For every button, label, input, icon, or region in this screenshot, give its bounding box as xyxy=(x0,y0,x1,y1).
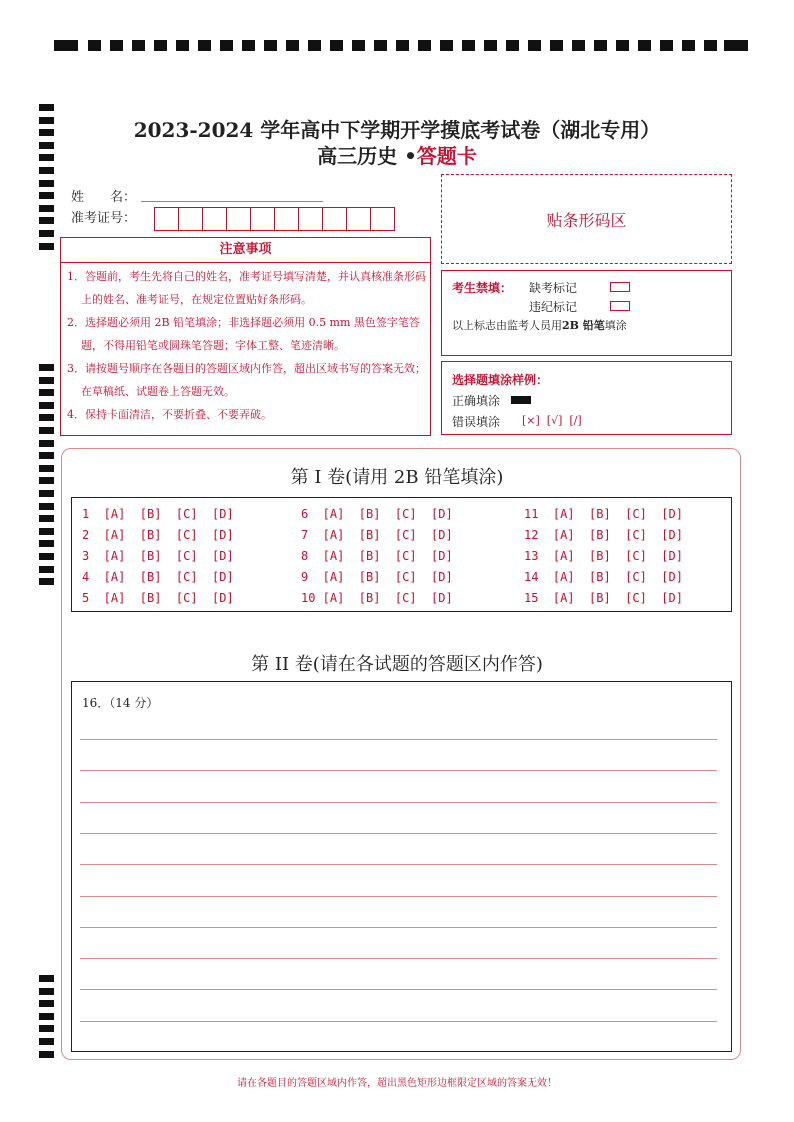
answer-line xyxy=(80,958,717,959)
timing-mark xyxy=(39,440,54,447)
timing-mark xyxy=(176,40,189,51)
section2-title: 第 II 卷(请在各试题的答题区内作答) xyxy=(251,654,543,675)
timing-mark xyxy=(110,40,123,51)
examiner-only-box xyxy=(441,270,732,356)
timing-mark xyxy=(154,40,167,51)
exam-number-digit-box[interactable] xyxy=(322,207,347,231)
notice-item: 4．保持卡面清洁，不要折叠、不要弄破。 xyxy=(67,408,272,421)
choice-item[interactable]: 14 [A] [B] [C] [D] xyxy=(524,570,683,584)
timing-mark xyxy=(39,1038,54,1045)
timing-mark xyxy=(550,40,563,51)
exam-number-digit-box[interactable] xyxy=(202,207,227,231)
barcode-label: 贴条形码区 xyxy=(546,210,627,230)
timing-mark xyxy=(39,553,54,560)
choice-item[interactable]: 8 [A] [B] [C] [D] xyxy=(301,549,453,563)
fill-sample-box xyxy=(441,361,732,435)
forbid-note-suffix: 填涂 xyxy=(604,319,627,332)
timing-mark xyxy=(88,40,101,51)
choice-item[interactable]: 12 [A] [B] [C] [D] xyxy=(524,528,683,542)
choice-item[interactable]: 15 [A] [B] [C] [D] xyxy=(524,591,683,605)
timing-mark xyxy=(484,40,497,51)
sample-title: 选择题填涂样例： xyxy=(452,373,549,387)
answer-line xyxy=(80,989,717,990)
section1-title: 第 I 卷(请用 2B 铅笔填涂) xyxy=(290,467,504,488)
exam-number-digit-box[interactable] xyxy=(370,207,395,231)
top-timing-marks xyxy=(54,40,748,52)
timing-mark xyxy=(660,40,673,51)
answer-line xyxy=(80,864,717,865)
question-16-label: 16．（14 分） xyxy=(82,696,159,710)
answer-line xyxy=(80,739,717,740)
timing-mark xyxy=(39,528,54,535)
timing-mark xyxy=(39,180,54,187)
absent-mark-label: 缺考标记 xyxy=(529,281,578,295)
choice-item[interactable]: 1 [A] [B] [C] [D] xyxy=(82,507,234,521)
violation-mark-box[interactable] xyxy=(610,301,630,311)
exam-number-digit-box[interactable] xyxy=(274,207,299,231)
timing-mark xyxy=(39,427,54,434)
notice-title: 注意事项 xyxy=(61,238,430,263)
choice-item[interactable]: 13 [A] [B] [C] [D] xyxy=(524,549,683,563)
choice-item[interactable]: 10 [A] [B] [C] [D] xyxy=(301,591,453,605)
choice-item[interactable]: 2 [A] [B] [C] [D] xyxy=(82,528,234,542)
choice-item[interactable]: 9 [A] [B] [C] [D] xyxy=(301,570,453,584)
exam-number-digit-box[interactable] xyxy=(346,207,371,231)
timing-mark xyxy=(572,40,585,51)
timing-mark xyxy=(330,40,343,51)
exam-number-label: 准考证号： xyxy=(71,211,137,226)
timing-mark xyxy=(39,217,54,224)
timing-mark xyxy=(39,377,54,384)
notice-item: 1．答题前，考生先将自己的姓名，准考证号填写清楚，并认真核准条形码上的姓名、准考证号，在规定位置贴好条形码。 xyxy=(67,270,426,306)
subject-title xyxy=(0,140,794,169)
timing-mark xyxy=(39,503,54,510)
forbid-note-prefix: 以上标志由监考人员用 xyxy=(452,319,562,332)
timing-mark xyxy=(594,40,607,51)
timing-mark xyxy=(39,540,54,547)
choice-item[interactable]: 6 [A] [B] [C] [D] xyxy=(301,507,453,521)
free-response-box[interactable] xyxy=(71,681,732,1052)
subject-name: 高三历史 • xyxy=(317,144,417,168)
timing-mark xyxy=(39,364,54,371)
answer-line xyxy=(80,896,717,897)
choice-item[interactable]: 11 [A] [B] [C] [D] xyxy=(524,507,683,521)
timing-mark xyxy=(39,490,54,497)
absent-mark-box[interactable] xyxy=(610,282,630,292)
timing-mark xyxy=(506,40,519,51)
footer-warning: 请在各题目的答题区域内作答，超出黑色矩形边框限定区域的答案无效！ xyxy=(237,1078,557,1089)
notice-item: 2．选择题必须用 2B 铅笔填涂；非选择题必须用 0.5 mm 黑色签字笔答题，不得用铅笔或圆珠笔答题；字体工整、笔迹清晰。 xyxy=(67,316,420,352)
choice-item[interactable]: 5 [A] [B] [C] [D] xyxy=(82,591,234,605)
exam-number-digit-box[interactable] xyxy=(298,207,323,231)
forbid-note xyxy=(452,317,627,333)
timing-mark xyxy=(264,40,277,51)
name-field[interactable] xyxy=(141,201,323,202)
notice-list xyxy=(67,265,427,426)
exam-number-digit-box[interactable] xyxy=(154,207,179,231)
timing-mark xyxy=(39,230,54,237)
timing-mark xyxy=(39,1051,54,1058)
timing-mark xyxy=(132,40,145,51)
timing-mark xyxy=(440,40,453,51)
wrong-fill-label: 错误填涂 xyxy=(452,415,501,429)
timing-mark xyxy=(528,40,541,51)
timing-mark xyxy=(54,40,78,51)
forbid-label: 考生禁填： xyxy=(452,281,513,295)
correct-fill-mark xyxy=(511,396,531,404)
timing-mark xyxy=(374,40,387,51)
timing-mark xyxy=(638,40,651,51)
timing-mark xyxy=(39,1013,54,1020)
timing-mark xyxy=(39,414,54,421)
timing-mark xyxy=(220,40,233,51)
timing-mark xyxy=(39,104,54,111)
answer-line xyxy=(80,770,717,771)
answer-line xyxy=(80,802,717,803)
choice-item[interactable]: 4 [A] [B] [C] [D] xyxy=(82,570,234,584)
timing-mark xyxy=(39,988,54,995)
timing-mark xyxy=(462,40,475,51)
answer-line xyxy=(80,1021,717,1022)
choice-item[interactable]: 7 [A] [B] [C] [D] xyxy=(301,528,453,542)
timing-mark xyxy=(286,40,299,51)
exam-number-digit-box[interactable] xyxy=(178,207,203,231)
timing-mark xyxy=(39,578,54,585)
notice-item: 3．请按题号顺序在各题目的答题区域内作答，超出区域书写的答案无效；在草稿纸、试题卷上答题无效。 xyxy=(67,362,426,398)
timing-mark xyxy=(39,566,54,573)
timing-mark xyxy=(418,40,431,51)
barcode-area xyxy=(441,174,732,264)
timing-mark xyxy=(308,40,321,51)
timing-mark xyxy=(39,452,54,459)
exam-title: 2023-2024 学年高中下学期开学摸底考试卷（湖北专用） xyxy=(133,118,661,142)
timing-mark xyxy=(39,1000,54,1007)
timing-mark xyxy=(198,40,211,51)
timing-mark xyxy=(704,40,717,51)
timing-mark xyxy=(396,40,409,51)
violation-mark-label: 违纪标记 xyxy=(529,300,578,314)
answer-sheet-label: 答题卡 xyxy=(416,144,477,168)
timing-mark xyxy=(39,515,54,522)
timing-mark xyxy=(682,40,695,51)
timing-mark xyxy=(39,402,54,409)
timing-mark xyxy=(242,40,255,51)
wrong-fill-marks: [×] [√] [/] xyxy=(522,414,582,427)
exam-number-boxes[interactable] xyxy=(155,207,395,231)
timing-mark xyxy=(352,40,365,51)
notice-box xyxy=(60,237,431,436)
choice-item[interactable]: 3 [A] [B] [C] [D] xyxy=(82,549,234,563)
timing-mark xyxy=(39,975,54,982)
timing-mark xyxy=(39,389,54,396)
timing-mark xyxy=(39,205,54,212)
name-label: 姓 名： xyxy=(71,190,137,205)
exam-number-digit-box[interactable] xyxy=(226,207,251,231)
forbid-note-bold: 2B 铅笔 xyxy=(562,319,605,332)
answer-line xyxy=(80,833,717,834)
timing-mark xyxy=(39,192,54,199)
timing-mark xyxy=(39,243,54,250)
timing-mark xyxy=(39,1025,54,1032)
correct-fill-label: 正确填涂 xyxy=(452,394,501,408)
exam-number-digit-box[interactable] xyxy=(250,207,275,231)
answer-line xyxy=(80,927,717,928)
timing-mark xyxy=(616,40,629,51)
timing-mark xyxy=(724,40,748,51)
